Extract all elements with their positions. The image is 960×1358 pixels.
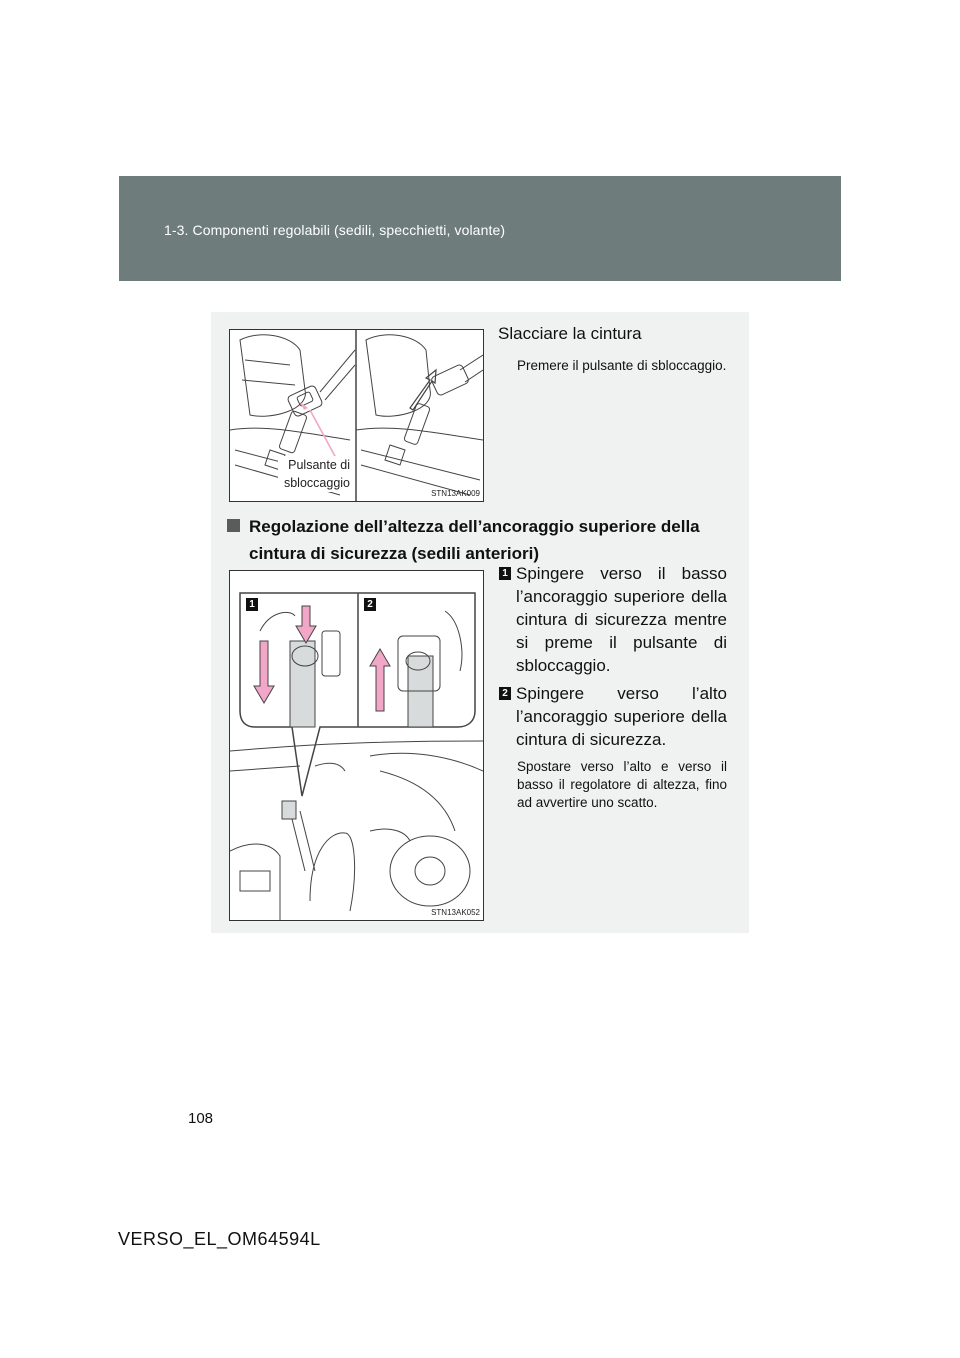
heading-line-1: Regolazione dell’altezza dell’ancoraggio superiore della [249, 517, 700, 536]
section-title: 1-3. Componenti regolabili (sedili, specchietti, volante) [164, 222, 506, 238]
list-item [499, 562, 727, 677]
callout-line-2: sbloccaggio [283, 476, 350, 490]
step-title: Slacciare la cintura [498, 324, 642, 343]
list-item [499, 682, 727, 751]
content-panel [211, 312, 749, 933]
step-note: Premere il pulsante di sbloccaggio. [517, 358, 727, 373]
figure-badge-1: 1 [246, 598, 258, 611]
callout-line-1: Pulsante di [288, 458, 350, 472]
belt-unfasten-illustration [229, 329, 484, 502]
section-header-bar [119, 176, 841, 281]
figure-code: STN13AK052 [431, 908, 480, 917]
manual-code: VERSO_EL_OM64594L [118, 1229, 321, 1249]
section-heading [227, 513, 729, 567]
car-interior-drawing [230, 571, 483, 920]
heading-line-2: cintura di sicurezza (sedili anteriori) [249, 544, 540, 563]
item-number-badge: 1 [499, 567, 511, 580]
release-button-callout [278, 456, 350, 492]
heading-bullet-icon [227, 519, 240, 532]
anchor-adjust-illustration [229, 570, 484, 921]
belt-buckle-drawing [230, 330, 483, 501]
figure-badge-2: 2 [364, 598, 376, 611]
figure-code: STN13AK009 [431, 489, 480, 498]
item-number-badge: 2 [499, 687, 511, 700]
item-text: Spingere verso il basso l’ancoraggio superiore della cintura di sicurezza mentre si preme il pulsante di sbloccaggio. [516, 564, 727, 675]
page-number: 108 [188, 1110, 214, 1127]
item-text: Spingere verso l’alto l’ancoraggio superiore della cintura di sicurezza. [516, 684, 727, 749]
adjustment-note: Spostare verso l’alto e verso il basso il regolatore di altezza, fino ad avvertire uno scatto. [517, 759, 727, 810]
